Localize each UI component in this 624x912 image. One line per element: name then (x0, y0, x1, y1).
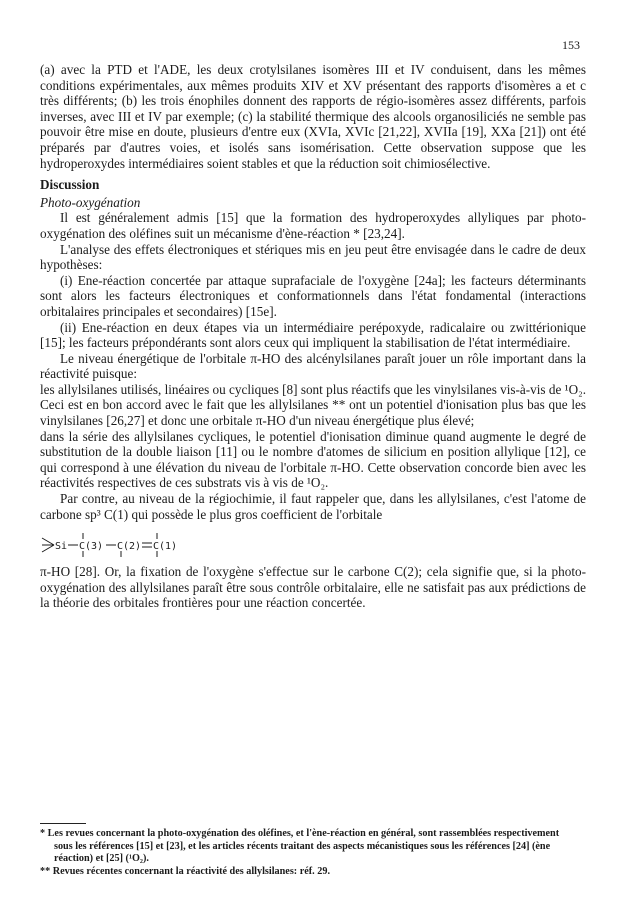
paragraph-intro: (a) avec la PTD et l'ADE, les deux crotylsilanes isomères III et IV conduisent, dans les mêmes conditions expérimentales, aux mêmes produits XIV et XV présentant des rapports d'isomères a et c très différents; (b) les trois énophiles donnent des rapports de régio-isomères assez différents, parfois inverses, avec III et IV par exemple; (c) la stabilité thermique des alcools organosiliciés ne semble pas pouvoir être mise en doute, plusieurs d'entre eux (XVIa, XVIc [21,22], XVIIa [19], XXa [21]) ont été préparés par d'autres voies, et isolés sans isomérisation. Cette observation suppose que les hydroperoxydes intermédiaires soient stables et que la réduction soit chimiosélective. (40, 62, 586, 171)
carbon-3-label: C(3) (79, 541, 104, 553)
paragraph: Le niveau énergétique de l'orbitale π-HO des alcénylsilanes paraît jouer un rôle important dans la réactivité puisque: (40, 350, 586, 382)
footnote-1: * Les revues concernant la photo-oxygénation des oléfines, et l'ène-réaction en général, sont rassemblées respectivement sous les références [15] et [23], et les articles récents traitant des aspects mécanistiques sous les références [24] (ène réaction) et [25] (¹O₂). (40, 828, 560, 865)
body-text (40, 62, 586, 611)
paragraph: Il est généralement admis [15] que la formation des hydroperoxydes allyliques par photo-oxygénation des oléfines suit un mécanisme d'ène-réaction * [23,24]. (40, 210, 586, 241)
section-heading-discussion: Discussion (40, 177, 100, 193)
footnotes (40, 828, 580, 878)
paragraph-hypothesis-i: (i) Ene-réaction concertée par attaque suprafaciale de l'oxygène [24a]; les facteurs déterminants sont alors les facteurs électroniques et conformationnels dans l'état fondamental (interactions orbitalaires principales et secondaires) [15e]. (40, 272, 586, 319)
paragraph: L'analyse des effets électroniques et stériques mis en jeu peut être envisagée dans le cadre de deux hypothèses: (40, 241, 586, 273)
allylsilane-structure (40, 522, 586, 564)
page-number: 153 (562, 38, 580, 52)
paragraph: dans la série des allylsilanes cycliques, le potentiel d'ionisation diminue quand augmente le degré de substitution de la double liaison [11] ou le nombre d'atomes de silicium en position allylique [12], ce qui correspond à une élévation du niveau de l'orbitale π-HO. Cette observation concorde bien avec les réactivités respectives de ces substrats vis à vis de ¹O₂. (40, 428, 586, 491)
carbon-2-label: C(2) (117, 541, 142, 553)
allylsilane-structure-diagram (40, 528, 180, 562)
paragraph: les allylsilanes utilisés, linéaires ou cycliques [8] sont plus réactifs que les vinylsilanes vis-à-vis de ¹O₂. Ceci est en bon accord avec le fait que les allylsilanes ** ont un potentiel d'ionisation plus bas que les vinylsilanes [26,27] et donc une orbitale π-HO d'un niveau énergétique plus élevé; (40, 381, 586, 429)
paragraph-hypothesis-ii: (ii) Ene-réaction en deux étapes via un intermédiaire perépoxyde, radicalaire ou zwittérionique [15]; les facteurs prépondérants sont alors ceux qui impliquent la stabilisation de l'état intermédiaire. (40, 319, 586, 351)
silicon-atom-label: Si (55, 541, 68, 553)
footnote-rule (40, 823, 86, 824)
footnote-2: ** Revues récentes concernant la réactivité des allylsilanes: réf. 29. (40, 865, 330, 877)
paragraph: π-HO [28]. Or, la fixation de l'oxygène s'effectue sur le carbone C(2); cela signifie que, si la photo-oxygénation des allylsilanes paraît être sous contrôle orbitalaire, elle ne satisfait pas aux prédictions de la théorie des orbitales frontières pour une réaction concertée. (40, 564, 586, 611)
paragraph: Par contre, au niveau de la régiochimie, il faut rappeler que, dans les allylsilanes, c'est l'atome de carbone sp³ C(1) qui possède le plus gros coefficient de l'orbitale (40, 491, 586, 522)
subsection-heading-photo-oxygenation: Photo-oxygénation (40, 194, 141, 210)
carbon-1-label: C(1) (153, 541, 178, 553)
